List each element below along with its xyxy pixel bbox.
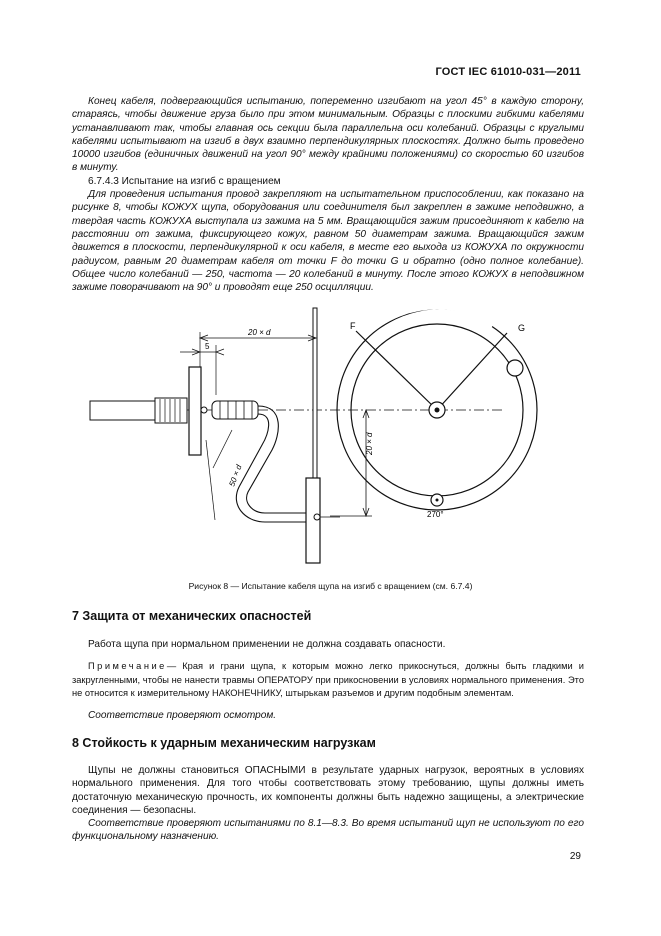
line-to-g — [437, 333, 507, 410]
section-7-compliance: Соответствие проверяют осмотром. — [88, 709, 277, 721]
clause-title: 6.7.4.3 Испытание на изгиб с вращением — [88, 175, 281, 187]
section-7-text: Работа щупа при нормальном применении не должна создавать опасности. — [88, 639, 446, 650]
vertical-rod — [313, 308, 317, 478]
label-f: F — [350, 321, 356, 331]
label-g: G — [518, 323, 526, 333]
document-header: ГОСТ IEC 61010-031—2011 — [435, 66, 581, 78]
section-8-title: 8 Стойкость к ударным механическим нагрузкам — [72, 736, 376, 750]
figure-caption: Рисунок 8 — Испытание кабеля щупа на изгиб с вращением (см. 6.7.4) — [188, 581, 473, 591]
dim-top: 20 × d — [248, 328, 271, 337]
intro-paragraph: Конец кабеля, подвергающийся испытанию, попеременно изгибают на угол 45° в каждую сторону, стараясь, чтобы движение груза было при этом минимальным. Образцы с плоскими гибкими кабелями устанавливают так, чтобы главная ось секции была параллельна оси колебаний. Образцы с круглыми кабелями испытывают на изгиб в двух взаимно перпендикулярных плоскостях. Должно быть проведено 10000 изгибов (единичных движений на угол 90° между крайними положениями) со скоростью 60 изгибов в минуту. — [72, 96, 584, 174]
section-7-body — [72, 638, 584, 722]
clause-text: Для проведения испытания провод закрепляют на испытательном приспособлении, как показано на рисунке 8, чтобы КОЖУХ щупа, оборудования или соединителя был закреплен в зажиме неподвижно, а твердая часть КОЖУХА выступала из зажима на 5 мм. Вращающийся зажим присоединяют к кабелю на расстоянии от зажима, фиксирующего кожух, равном 50 диаметрам зажима. Вращающийся зажим движется в плоскости, перпендикулярной к оси кабеля, в месте его выхода из КОЖУХА по окружности радиусом, равным 20 диаметрам кабеля от точки F до точки G и обратно (одно полное колебание). Общее число колебаний — 250, частота — 20 колебаний в минуту. После этого КОЖУХ в неподвижном зажиме поворачивают на 90° и проводят еще 250 осцилляции. — [72, 189, 584, 294]
dim-radius: 20 × d — [365, 432, 374, 455]
cable — [247, 406, 312, 513]
line-to-f — [356, 331, 437, 410]
strain-relief — [212, 401, 258, 419]
section-8-text: Щупы не должны становиться ОПАСНЫМИ в результате ударных нагрузок, вероятных в условиях нормального применения. Для того чтобы соответствовать этому требованию, щупы должны иметь достаточную механическую прочность, их компоненты должны быть надежно защищены, а электрические соединения — безопасны. — [72, 765, 584, 816]
rotating-clamp — [306, 478, 320, 563]
note-label: Примечание — [88, 661, 167, 672]
section-7-note — [72, 660, 584, 700]
probe-handle — [90, 401, 155, 420]
section-8-body — [72, 764, 584, 844]
hole-g — [507, 360, 523, 376]
section-7-title: 7 Защита от механических опасностей — [72, 609, 312, 623]
page-number: 29 — [569, 851, 581, 862]
section-8-compliance: Соответствие проверяют испытаниями по 8.1—8.3. Во время испытаний щуп не используют по его функциональному назначению. — [72, 818, 584, 843]
label-angle: 270° — [427, 510, 444, 519]
note-text: — Края и грани щупа, к которым можно легко прикоснуться, должны быть гладкими и закругленными, чтобы не нанести травмы ОПЕРАТОРУ при прикосновении в условиях нормального применения. Это не относится к измерительному НАКОНЕЧНИКУ, штырькам разъемов и другим подобным элементам. — [72, 661, 584, 698]
dim-small: 5 — [205, 342, 210, 351]
fixed-clamp — [189, 367, 201, 455]
dim-diag: 50 × d — [227, 463, 244, 488]
